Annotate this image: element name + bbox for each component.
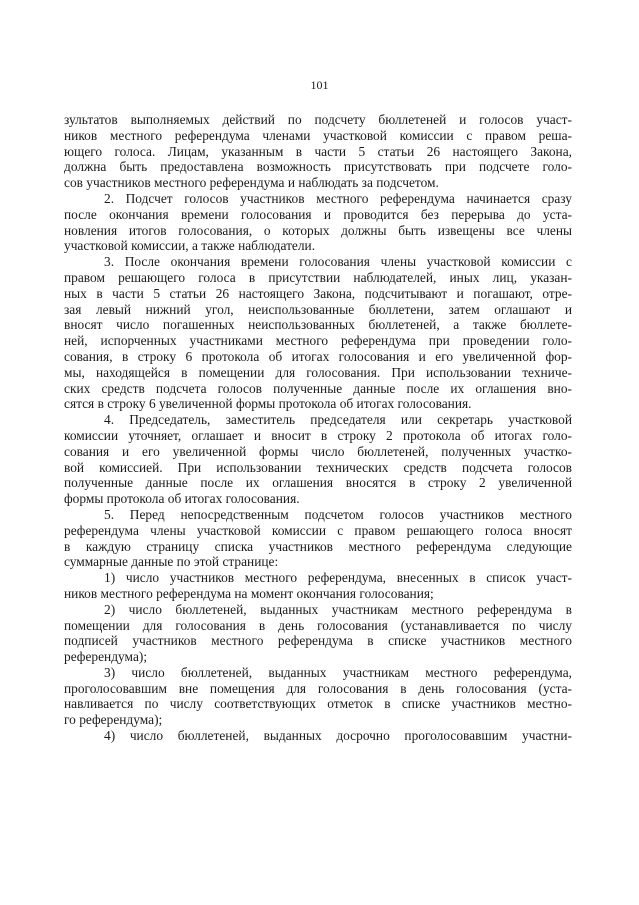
text-line: 2. Подсчет голосов участников местного референдума начинается сразу: [104, 190, 572, 206]
page-number: 101: [310, 78, 329, 92]
text-line: сятся в строку 6 увеличенной формы протокола об итогах голосования.: [64, 396, 472, 412]
text-line: сования, в строку 6 протокола об итогах голосования и его увеличенной фор-: [64, 348, 572, 364]
paragraph: [64, 570, 572, 602]
text-line: зая левый нижний угол, неиспользованные бюллетени, затем оглашают и: [64, 301, 572, 317]
text-line: проголосовавшим вне помещения для голосования в день голосования (уста-: [64, 680, 572, 696]
text-line: сов участников местного референдума и наблюдать за подсчетом.: [64, 175, 439, 191]
text-line: мы, находящейся в помещении для голосования. При использовании техниче-: [64, 364, 572, 380]
text-line: сования и его увеличенной формы число бюллетеней, полученных участко-: [64, 443, 572, 459]
text-line: ющего голоса. Лицам, указанным в части 5 статьи 26 настоящего Закона,: [64, 143, 572, 159]
text-line: вой комиссией. При использовании технических средств подсчета голосов: [64, 459, 572, 475]
text-line: в каждую страницу списка участников местного референдума следующие: [64, 538, 572, 554]
paragraph: [64, 191, 572, 254]
text-line: 3) число бюллетеней, выданных участникам местного референдума,: [104, 664, 572, 680]
text-line: новления итогов голосования, о которых должны быть извещены все члены: [64, 222, 572, 238]
paragraph: [64, 728, 572, 744]
paragraph: [64, 602, 572, 665]
text-line: помещении для голосования в день голосования (устанавливается по числу: [64, 617, 572, 633]
text-line: должна быть предоставлена возможность присутствовать при подсчете голо-: [64, 159, 572, 175]
text-line: ней, испорченных участниками местного референдума при проведении голо-: [64, 333, 572, 349]
text-line: 4) число бюллетеней, выданных досрочно проголосовавшим участни-: [104, 728, 572, 744]
text-line: после окончания времени голосования и проводится без перерыва до уста-: [64, 206, 572, 222]
text-line: ских средств подсчета голосов полученные данные после их оглашения вно-: [64, 380, 572, 396]
text-line: суммарные данные по этой странице:: [64, 554, 279, 570]
paragraph: [64, 507, 572, 570]
text-line: зультатов выполняемых действий по подсчету бюллетеней и голосов участ-: [64, 112, 572, 127]
text-line: правом решающего голоса в присутствии наблюдателей, иных лиц, указан-: [64, 269, 572, 285]
text-line: навливается по числу соответствующих отметок в списке участников местно-: [64, 696, 572, 712]
paragraph: [64, 112, 572, 191]
text-line: 1) число участников местного референдума, внесенных в список участ-: [104, 570, 572, 586]
paragraph: [64, 254, 572, 412]
text-line: подписей участников местного референдума в списке участников местного: [64, 633, 572, 649]
text-line: 5. Перед непосредственным подсчетом голосов участников местного: [104, 506, 572, 522]
text-line: 4. Председатель, заместитель председателя или секретарь участковой: [104, 412, 572, 428]
text-line: 3. После окончания времени голосования члены участковой комиссии с: [104, 254, 572, 270]
text-line: референдума члены участковой комиссии с правом решающего голоса вносят: [64, 522, 572, 538]
text-line: ников местного референдума членами участковой комиссии с правом реша-: [64, 127, 572, 143]
text-line: 2) число бюллетеней, выданных участникам местного референдума в: [104, 601, 572, 617]
document-body: [64, 112, 572, 744]
text-line: участковой комиссии, а также наблюдатели.: [64, 238, 316, 254]
text-line: вносят число погашенных неиспользованных бюллетеней, а также бюллете-: [64, 317, 572, 333]
text-line: полученные данные после их оглашения вносятся в строку 2 увеличенной: [64, 475, 572, 491]
text-line: ных в части 5 статьи 26 настоящего Закона, подсчитывают и погашают, отре-: [64, 285, 572, 301]
text-line: референдума);: [64, 649, 148, 665]
paragraph: [64, 665, 572, 728]
text-line: ников местного референдума на момент окончания голосования;: [64, 585, 434, 601]
text-line: го референдума);: [64, 712, 163, 728]
text-line: комиссии уточняет, оглашает и вносит в строку 2 протокола об итогах голо-: [64, 427, 572, 443]
text-line: формы протокола об итогах голосования.: [64, 491, 300, 507]
paragraph: [64, 412, 572, 507]
